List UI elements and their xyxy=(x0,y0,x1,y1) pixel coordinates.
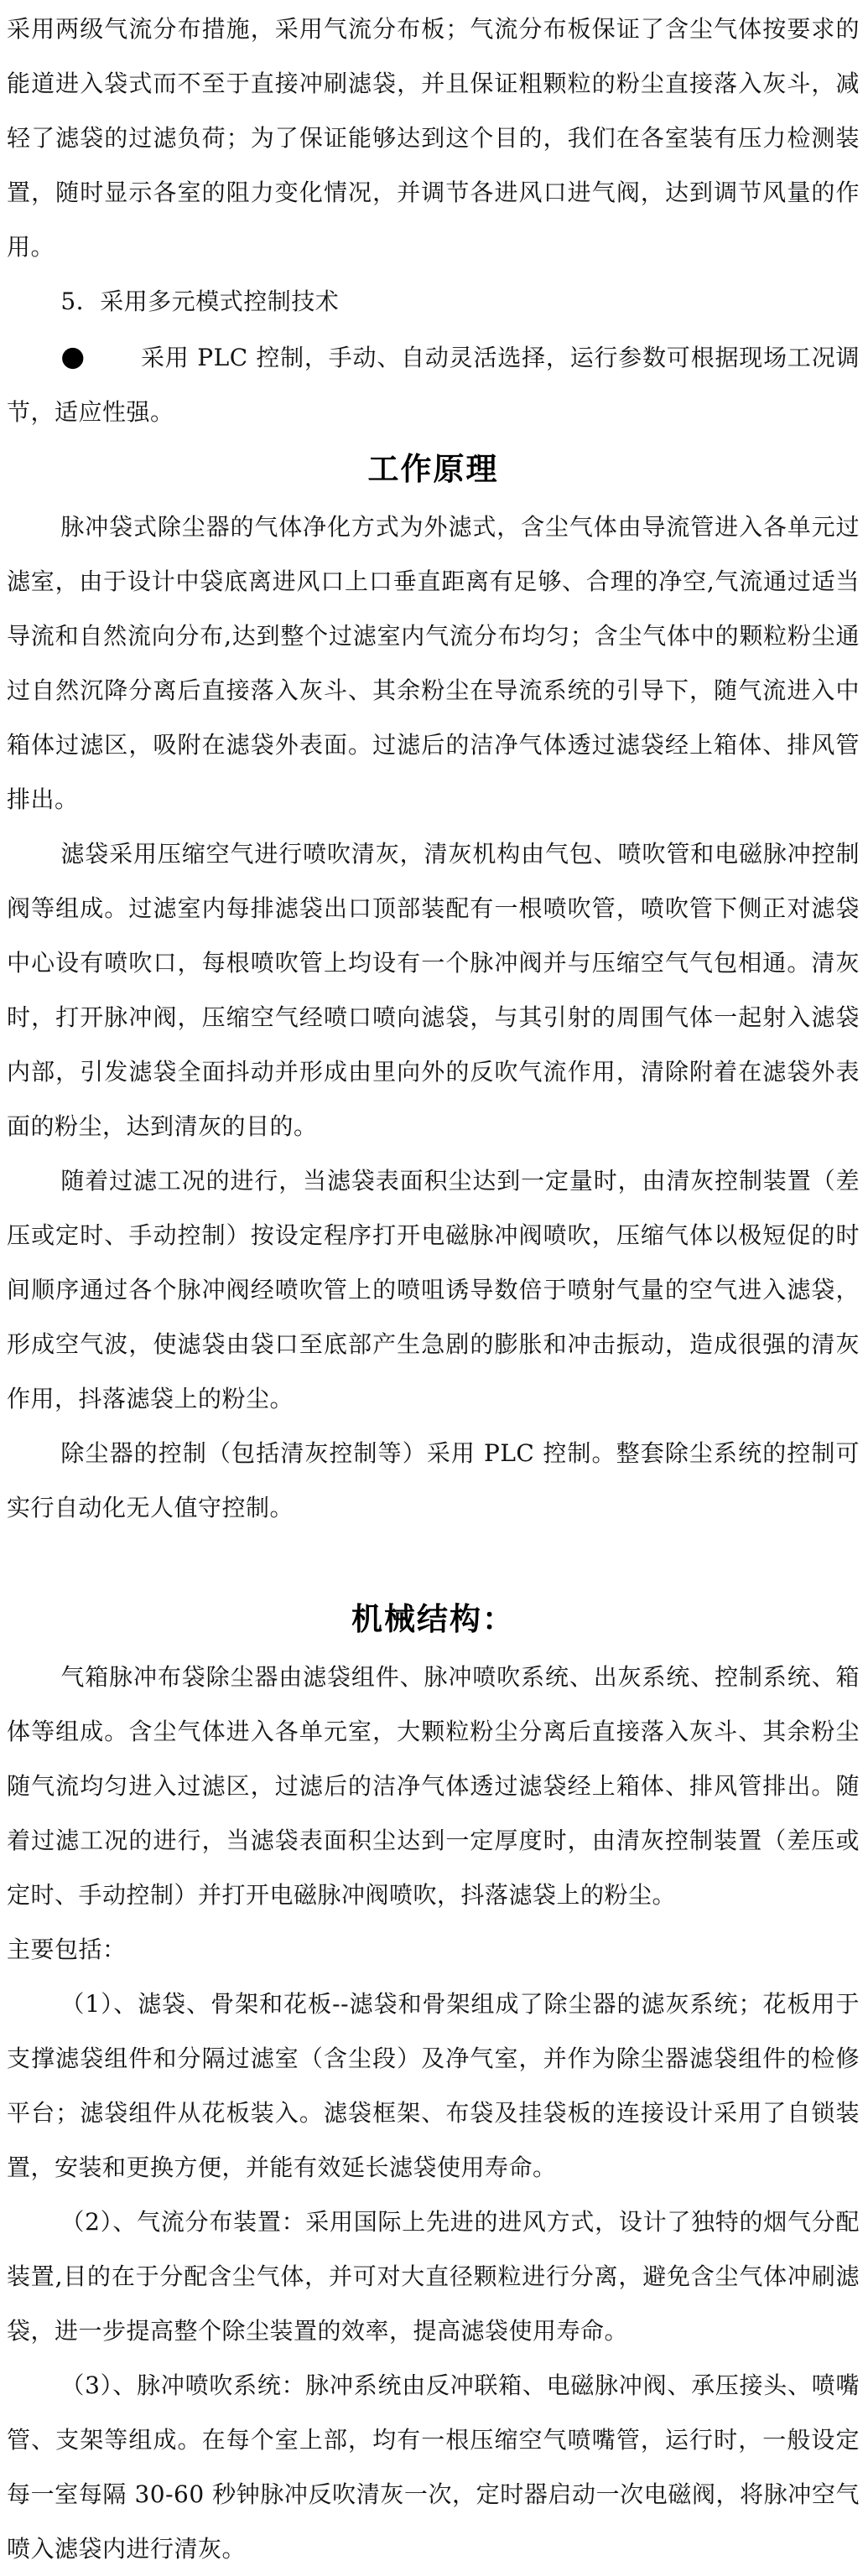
label-main-includes: 主要包括： xyxy=(7,1936,127,1963)
heading-working-principle: 工作原理 xyxy=(367,451,499,487)
bullet-item-plc-control xyxy=(7,329,860,439)
heading-mechanical-structure: 机械结构： xyxy=(351,1601,515,1637)
paragraph-working-principle-1: 脉冲袋式除尘器的气体净化方式为外滤式，含尘气体由导流管进入各单元过滤室，由于设计中袋底离进风口上口垂直距离有足够、合理的净空,气流通过适当导流和自然流向分布,达到整个过滤室内气流分布均匀；含尘气体中的颗粒粉尘通过自然沉降分离后直接落入灰斗、其余粉尘在导流系统的引导下，随气流进入中箱体过滤区，吸附在滤袋外表面。过滤后的洁净气体透过滤袋经上箱体、排风管排出。 xyxy=(7,513,860,813)
paragraph-working-principle-4: 除尘器的控制（包括清灰控制等）采用 PLC 控制。整套除尘系统的控制可实行自动化无人值守控制。 xyxy=(7,1439,860,1521)
list-item-2-airflow-device: （2）、气流分布装置：采用国际上先进的进风方式，设计了独特的烟气分配装置,目的在于分配含尘气体，并可对大直径颗粒进行分离，避免含尘气体冲刷滤袋，进一步提高整个除尘装置的效率，提高滤袋使用寿命。 xyxy=(7,2208,860,2345)
paragraph-mechanical-structure-overview: 气箱脉冲布袋除尘器由滤袋组件、脉冲喷吹系统、出灰系统、控制系统、箱体等组成。含尘气体进入各单元室，大颗粒粉尘分离后直接落入灰斗、其余粉尘随气流均匀进入过滤区，过滤后的洁净气体透过滤袋经上箱体、排风管排出。随着过滤工况的进行，当滤袋表面积尘达到一定厚度时，由清灰控制装置（差压或定时、手动控制）并打开电磁脉冲阀喷吹，抖落滤袋上的粉尘。 xyxy=(7,1663,860,1909)
paragraph-airflow-distribution: 采用两级气流分布措施，采用气流分布板；气流分布板保证了含尘气体按要求的能道进入袋式而不至于直接冲刷滤袋，并且保证粗颗粒的粉尘直接落入灰斗，减轻了滤袋的过滤负荷；为了保证能够达到这个目的，我们在各室装有压力检测装置，随时显示各室的阻力变化情况，并调节各进风口进气阀，达到调节风量的作用。 xyxy=(7,15,860,261)
list-item-3-pulse-blowing-system: （3）、脉冲喷吹系统：脉冲系统由反冲联箱、电磁脉冲阀、承压接头、喷嘴管、支架等组成。在每个室上部，均有一根压缩空气喷嘴管，运行时，一般设定每一室每隔 30-60 秒钟脉冲反吹清灰一次，定时器启动一次电磁阀，将脉冲空气喷入滤袋内进行清灰。 xyxy=(7,2371,860,2563)
bullet-item-text: 采用 PLC 控制，手动、自动灵活选择，运行参数可根据现场工况调节，适应性强。 xyxy=(7,344,860,426)
paragraph-working-principle-3: 随着过滤工况的进行，当滤袋表面积尘达到一定量时，由清灰控制装置（差压或定时、手动控制）按设定程序打开电磁脉冲阀喷吹，压缩气体以极短促的时间顺序通过各个脉冲阀经喷吹管上的喷咀诱导数倍于喷射气量的空气进入滤袋，形成空气波，使滤袋由袋口至底部产生急剧的膨胀和冲击振动，造成很强的清灰作用，抖落滤袋上的粉尘。 xyxy=(7,1167,860,1412)
bullet-icon: ● xyxy=(60,339,86,372)
list-item-1-filter-bags: （1）、滤袋、骨架和花板--滤袋和骨架组成了除尘器的滤灰系统；花板用于支撑滤袋组件和分隔过滤室（含尘段）及净气室，并作为除尘器滤袋组件的检修平台；滤袋组件从花板装入。滤袋框架、布袋及挂袋板的连接设计采用了自锁装置，安装和更换方便，并能有效延长滤袋使用寿命。 xyxy=(7,1990,860,2181)
numbered-item-5: 5．采用多元模式控制技术 xyxy=(60,288,340,315)
paragraph-working-principle-2: 滤袋采用压缩空气进行喷吹清灰，清灰机构由气包、喷吹管和电磁脉冲控制阀等组成。过滤室内每排滤袋出口顶部装配有一根喷吹管，喷吹管下侧正对滤袋中心设有喷吹口，每根喷吹管上均设有一个脉冲阀并与压缩空气气包相通。清灰时，打开脉冲阀，压缩空气经喷口喷向滤袋，与其引射的周围气体一起射入滤袋内部，引发滤袋全面抖动并形成由里向外的反吹气流作用，清除附着在滤袋外表面的粉尘，达到清灰的目的。 xyxy=(7,840,860,1140)
